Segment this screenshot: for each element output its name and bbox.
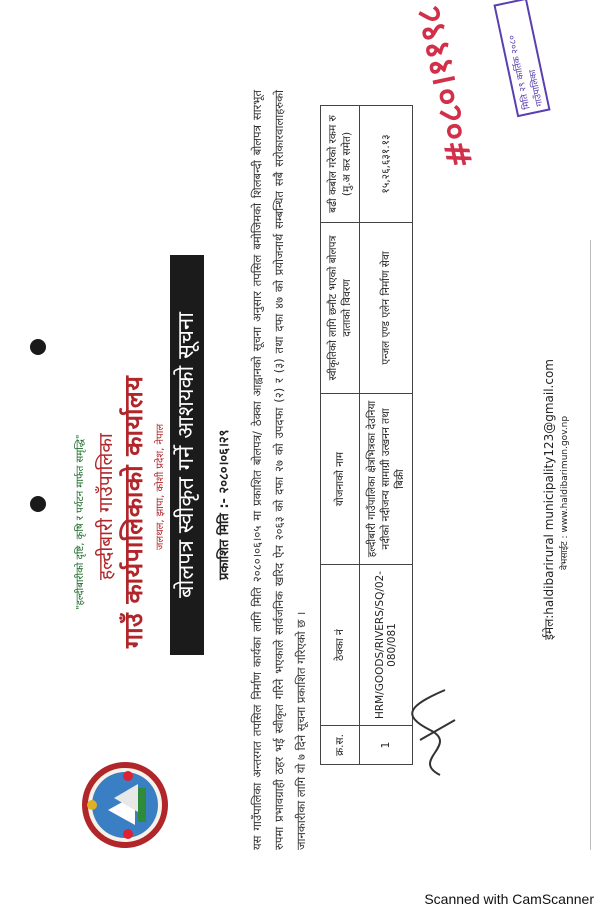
handwritten-registration-number: #०८०।११९८	[408, 2, 482, 172]
col-project-name: योजनाको नाम	[321, 394, 360, 565]
col-amount: बढी कबोल गरेको रकम रु (मु.अ कर समेत)	[321, 106, 360, 223]
received-stamp: मिति २९ कार्तिक २०८० गाउँपालिका	[493, 0, 550, 117]
punch-hole	[30, 496, 46, 512]
cell-project-name: हल्दीबारी गाउँपालिका क्षेत्रभित्रका देउनिया नदीको नदीजन्य सामाग्री उत्खनन तथा बिक्री	[360, 394, 413, 565]
district-address: जलथल, झापा, कोशी प्रदेश, नेपाल	[155, 423, 166, 550]
signature-icon	[400, 670, 470, 780]
table-header-row	[321, 106, 360, 765]
col-contract-no: ठेक्का नं	[321, 565, 360, 726]
notice-banner: बोलपत्र स्वीकृत गर्ने आशयको सूचना	[170, 255, 204, 655]
municipality-name: हल्दीबारी गाउँपालिका	[95, 433, 117, 580]
divider	[590, 240, 591, 850]
contact-website: वेभसाईट : www.haldibarimun.gov.np	[560, 415, 570, 570]
tender-table	[320, 105, 413, 765]
col-bidder: स्वीकृतिको लागि छनौट भएको बोलपत्र दाताको विवरण	[321, 223, 360, 394]
cell-serial: 1	[360, 726, 413, 765]
cell-bidder: एन्जल एण्ड एलेन निर्माण सेवा	[360, 223, 413, 394]
scanner-caption: Scanned with CamScanner	[424, 891, 594, 907]
notice-paragraph: यस गाउँपालिका अन्तरगत तपसिल निर्माण कार्यका लागि मिति २०८०।०६।०५ मा प्रकाशित बोलपत्र/ ठेक्का आह्वानको सूचना अनुसार तपसिल बमोजिमको शिलबन्दी बोलपत्र सारभूत रुपमा प्रभावग्राही ठहर भई स्वीकृत गरिने भएकाले सार्वजनिक खरिद ऐन २०६३ को दफा २७ को उपदफा (२) र (३) तथा दफा ४७ को प्रयोजनार्थ सम्बन्धित सबै सरोकारवालाहरुको जानकारीका लागि यो ७ दिने सूचना प्रकाशित गरिएको छ ।	[250, 90, 308, 850]
slogan: "हल्दीबारीको दृष्टि, कृषि र पर्यटन मार्फत समृद्धि"	[75, 434, 86, 610]
cell-contract-no: HRM/GOODS/RIVERS/SQ/02-080/081	[360, 565, 413, 726]
nepal-emblem-icon	[80, 760, 170, 850]
table-row	[360, 106, 413, 765]
punch-hole	[30, 339, 46, 355]
cell-amount: १५,२६,६३१.१३	[360, 106, 413, 223]
office-title: गाउँ कार्यपालिकाको कार्यालय	[119, 375, 148, 648]
published-date: प्रकाशित मिति :- २०८०।०६।२९	[217, 429, 232, 580]
contact-email: ईमेल:haldibarirural municipality123@gmail.com	[542, 359, 556, 640]
col-serial: क्र.स.	[321, 726, 360, 765]
